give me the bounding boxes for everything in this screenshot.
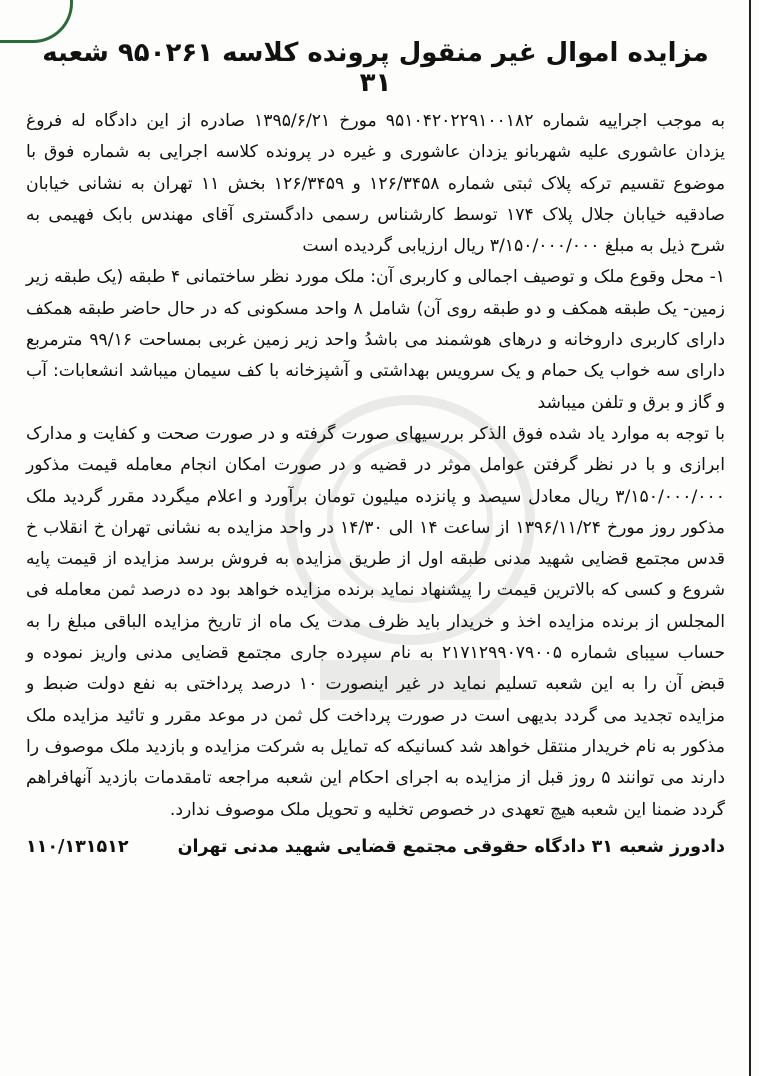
notice-content bbox=[26, 30, 725, 862]
signature-line: دادورز شعبه ۳۱ دادگاه حقوقی مجتمع قضایی شهید مدنی تهران bbox=[177, 836, 725, 857]
reference-number: ۱۱۰/۱۳۱۵۱۲ bbox=[26, 836, 129, 857]
notice-footer bbox=[26, 832, 725, 862]
paragraph-property-description: ۱- محل وقوع ملک و توصیف اجمالی و کاربری آن: ملک مورد نظر ساختمانی ۴ طبقه (یک طبقه زیر زمین- یک طبقه همکف و دو طبقه روی آن) شامل ۸ واحد مسکونی که در حال حاضر طبقه همکف دارای کاربری داروخانه و درهای هوشمند می باشدُ واحد زیر زمین غربی بمساحت ۹۹/۱۶ مترمربع دارای سه خواب یک حمام و یک سرویس بهداشتی و آشپزخانه با کف سیمان میباشد انشعابات: آب و گاز و برق و تلفن میباشد bbox=[26, 267, 726, 413]
notice-body bbox=[26, 106, 725, 826]
notice-title: مزایده اموال غیر منقول پرونده کلاسه ۹۵۰۲۶۱ شعبه ۳۱ bbox=[42, 38, 709, 98]
column-divider bbox=[749, 0, 751, 1076]
paragraph-intro: به موجب اجراییه شماره ۹۵۱۰۴۲۰۲۲۹۱۰۰۱۸۲ مورخ ۱۳۹۵/۶/۲۱ صادره از این دادگاه له فروغ یزدان عاشوری علیه شهربانو یزدان عاشوری و غیره در پرونده کلاسه اجرایی به شماره فوق با موضوع تقسیم ترکه پلاک ثبتی شماره ۱۲۶/۳۴۵۸ و ۱۲۶/۳۴۵۹ بخش ۱۱ تهران به نشانی خیابان صادقیه خیابان جلال پلاک ۱۷۴ توسط کارشناس رسمی دادگستری آقای مهندس بابک فهیمی به شرح ذیل به مبلغ ۳/۱۵۰/۰۰۰/۰۰۰ ریال ارزیابی گردیده است bbox=[26, 111, 726, 257]
paragraph-auction-terms: با توجه به موارد یاد شده فوق الذکر بررسیهای صورت گرفته و در صورت صحت و کفایت و مدارک ابرازی و با در نظر گرفتن عوامل موثر در قضیه و در صورت امکان انجام معامله قیمت مذکور ۳/۱۵۰/۰۰۰/۰۰۰ ریال معادل سیصد و پانزده میلیون تومان برآورد و اعلام میگردد مقرر گردید ملک مذکور روز مورخ ۱۳۹۶/۱۱/۲۴ از ساعت ۱۴ الی ۱۴/۳۰ در واحد مزایده به نشانی تهران خ انقلاب خ قدس مجتمع قضایی شهید مدنی طبقه اول از طریق مزایده به فروش برسد مزایده از قیمت پایه شروع و کسی که بالاترین قیمت را پیشنهاد نماید برنده مزایده خواهد بود ده درصد ثمن معامله فی المجلس از برنده مزایده اخذ و خریدار باید ظرف مدت یک ماه از تاریخ مزایده الباقی مبلغ را به حساب سیبای شماره ۲۱۷۱۲۹۹۰۷۹۰۰۵ به نام سپرده جاری مجتمع قضایی مدنی واریز نموده و قبض آن را به این شعبه تسلیم نماید در غیر اینصورت ۱۰ درصد پرداختی به نفع دولت ضبط و مزایده تجدید می گردد بدیهی است در صورت پرداخت کل ثمن در موعد مقرر و تائید مزایده ملک مذکور به نام خریدار منتقل خواهد شد کسانیکه که تمایل به شرکت مزایده و بازدید ملک موصوف را دارند می توانند ۵ روز قبل از مزایده به اجرای احکام این شعبه مراجعه تامقدمات بازدید آنهافراهم گردد ضمنا این شعبه هیچ تعهدی در خصوص تخلیه و تحویل ملک موصوف ندارد. bbox=[26, 423, 725, 820]
